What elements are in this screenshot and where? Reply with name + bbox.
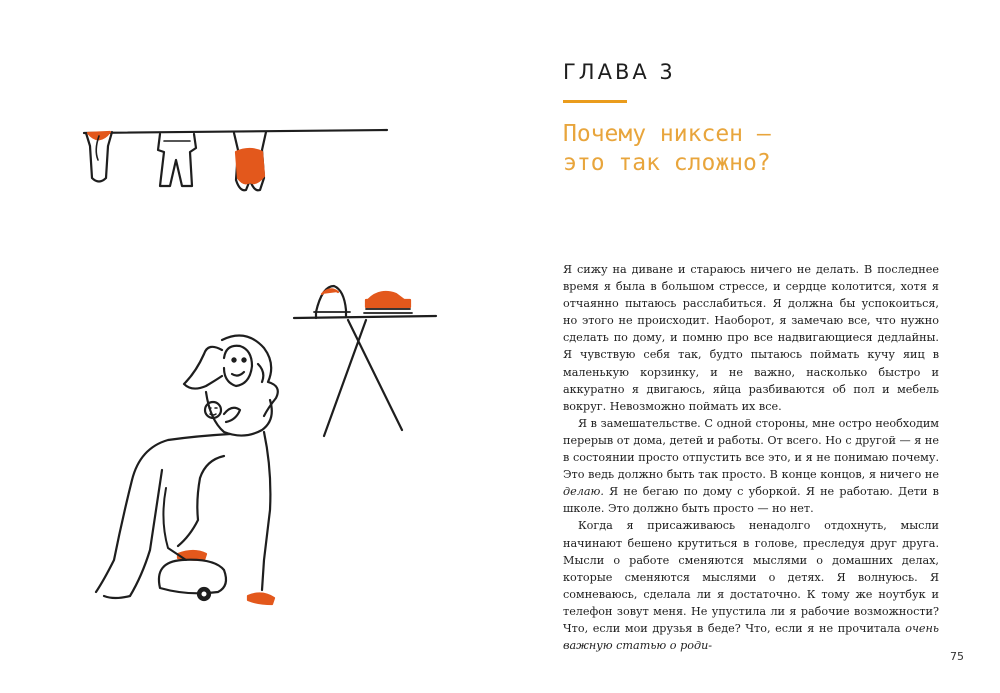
woman-vacuum-drawing — [96, 336, 278, 605]
page-number: 75 — [950, 650, 964, 663]
clothesline-drawing — [84, 130, 387, 190]
chapter-label: ГЛАВА 3 — [563, 60, 676, 84]
chapter-title — [563, 120, 771, 178]
chapter-title-line-1: Почему никсен — — [563, 121, 771, 147]
paragraph-3-start: Когда я присаживаюсь ненадолго отдохнуть, мысли начинают бешено крутиться в голове, преследуя друг друга. Мысли о работе сменяются мыслями о домашних делах, которые сменяются мыслями о детях. Я волнуюсь. Я сомневаюсь, сделала ли я достаточно. К тому же ноутбук и телефон зовут меня. Не упустила ли я рабочие возможности? Что, если мои друзья в беде? Что, если я не прочитала — [563, 519, 939, 635]
paragraph-2 — [563, 415, 939, 518]
paragraph-3-emphasis: очень важную статью о роди- — [563, 621, 939, 653]
paragraph-2-start: Я в замешательстве. С одной стороны, мне остро необходим перерыв от дома, детей и работы. От всего. Но с другой — я не в состоянии просто отпустить все это, и я не понимаю почему. Это ведь должно быть так просто. В конце концов, я ничего не — [563, 416, 939, 482]
paragraph-2-end: Я не бегаю по дому с уборкой. Я не работаю. Дети в школе. Это должно быть просто — но нет. — [563, 485, 939, 516]
chapter-title-line-2: это так сложно? — [563, 150, 771, 176]
chapter-rule — [563, 100, 627, 103]
body-text — [563, 261, 939, 654]
paragraph-3 — [563, 517, 939, 654]
paragraph-1: Я сижу на диване и стараюсь ничего не делать. В последнее время я была в большом стрессе, и сердце колотится, хотя я отчаянно пытаюсь расслабиться. Я должна бы успокоиться, но этого не происходит. Наоборот, я замечаю все, что нужно сделать по дому, и помню про все надвигающиеся дедлайны. Я чувствую себя так, будто пытаюсь поймать кучу яиц в маленькую корзинку, и не важно, насколько быстро и аккуратно я двигаюсь, яйца разбиваются об пол и мебель вокруг. Невозможно поймать их все. — [563, 263, 939, 413]
paragraph-2-emphasis: делаю. — [563, 485, 604, 499]
ironing-board-drawing — [294, 286, 436, 436]
